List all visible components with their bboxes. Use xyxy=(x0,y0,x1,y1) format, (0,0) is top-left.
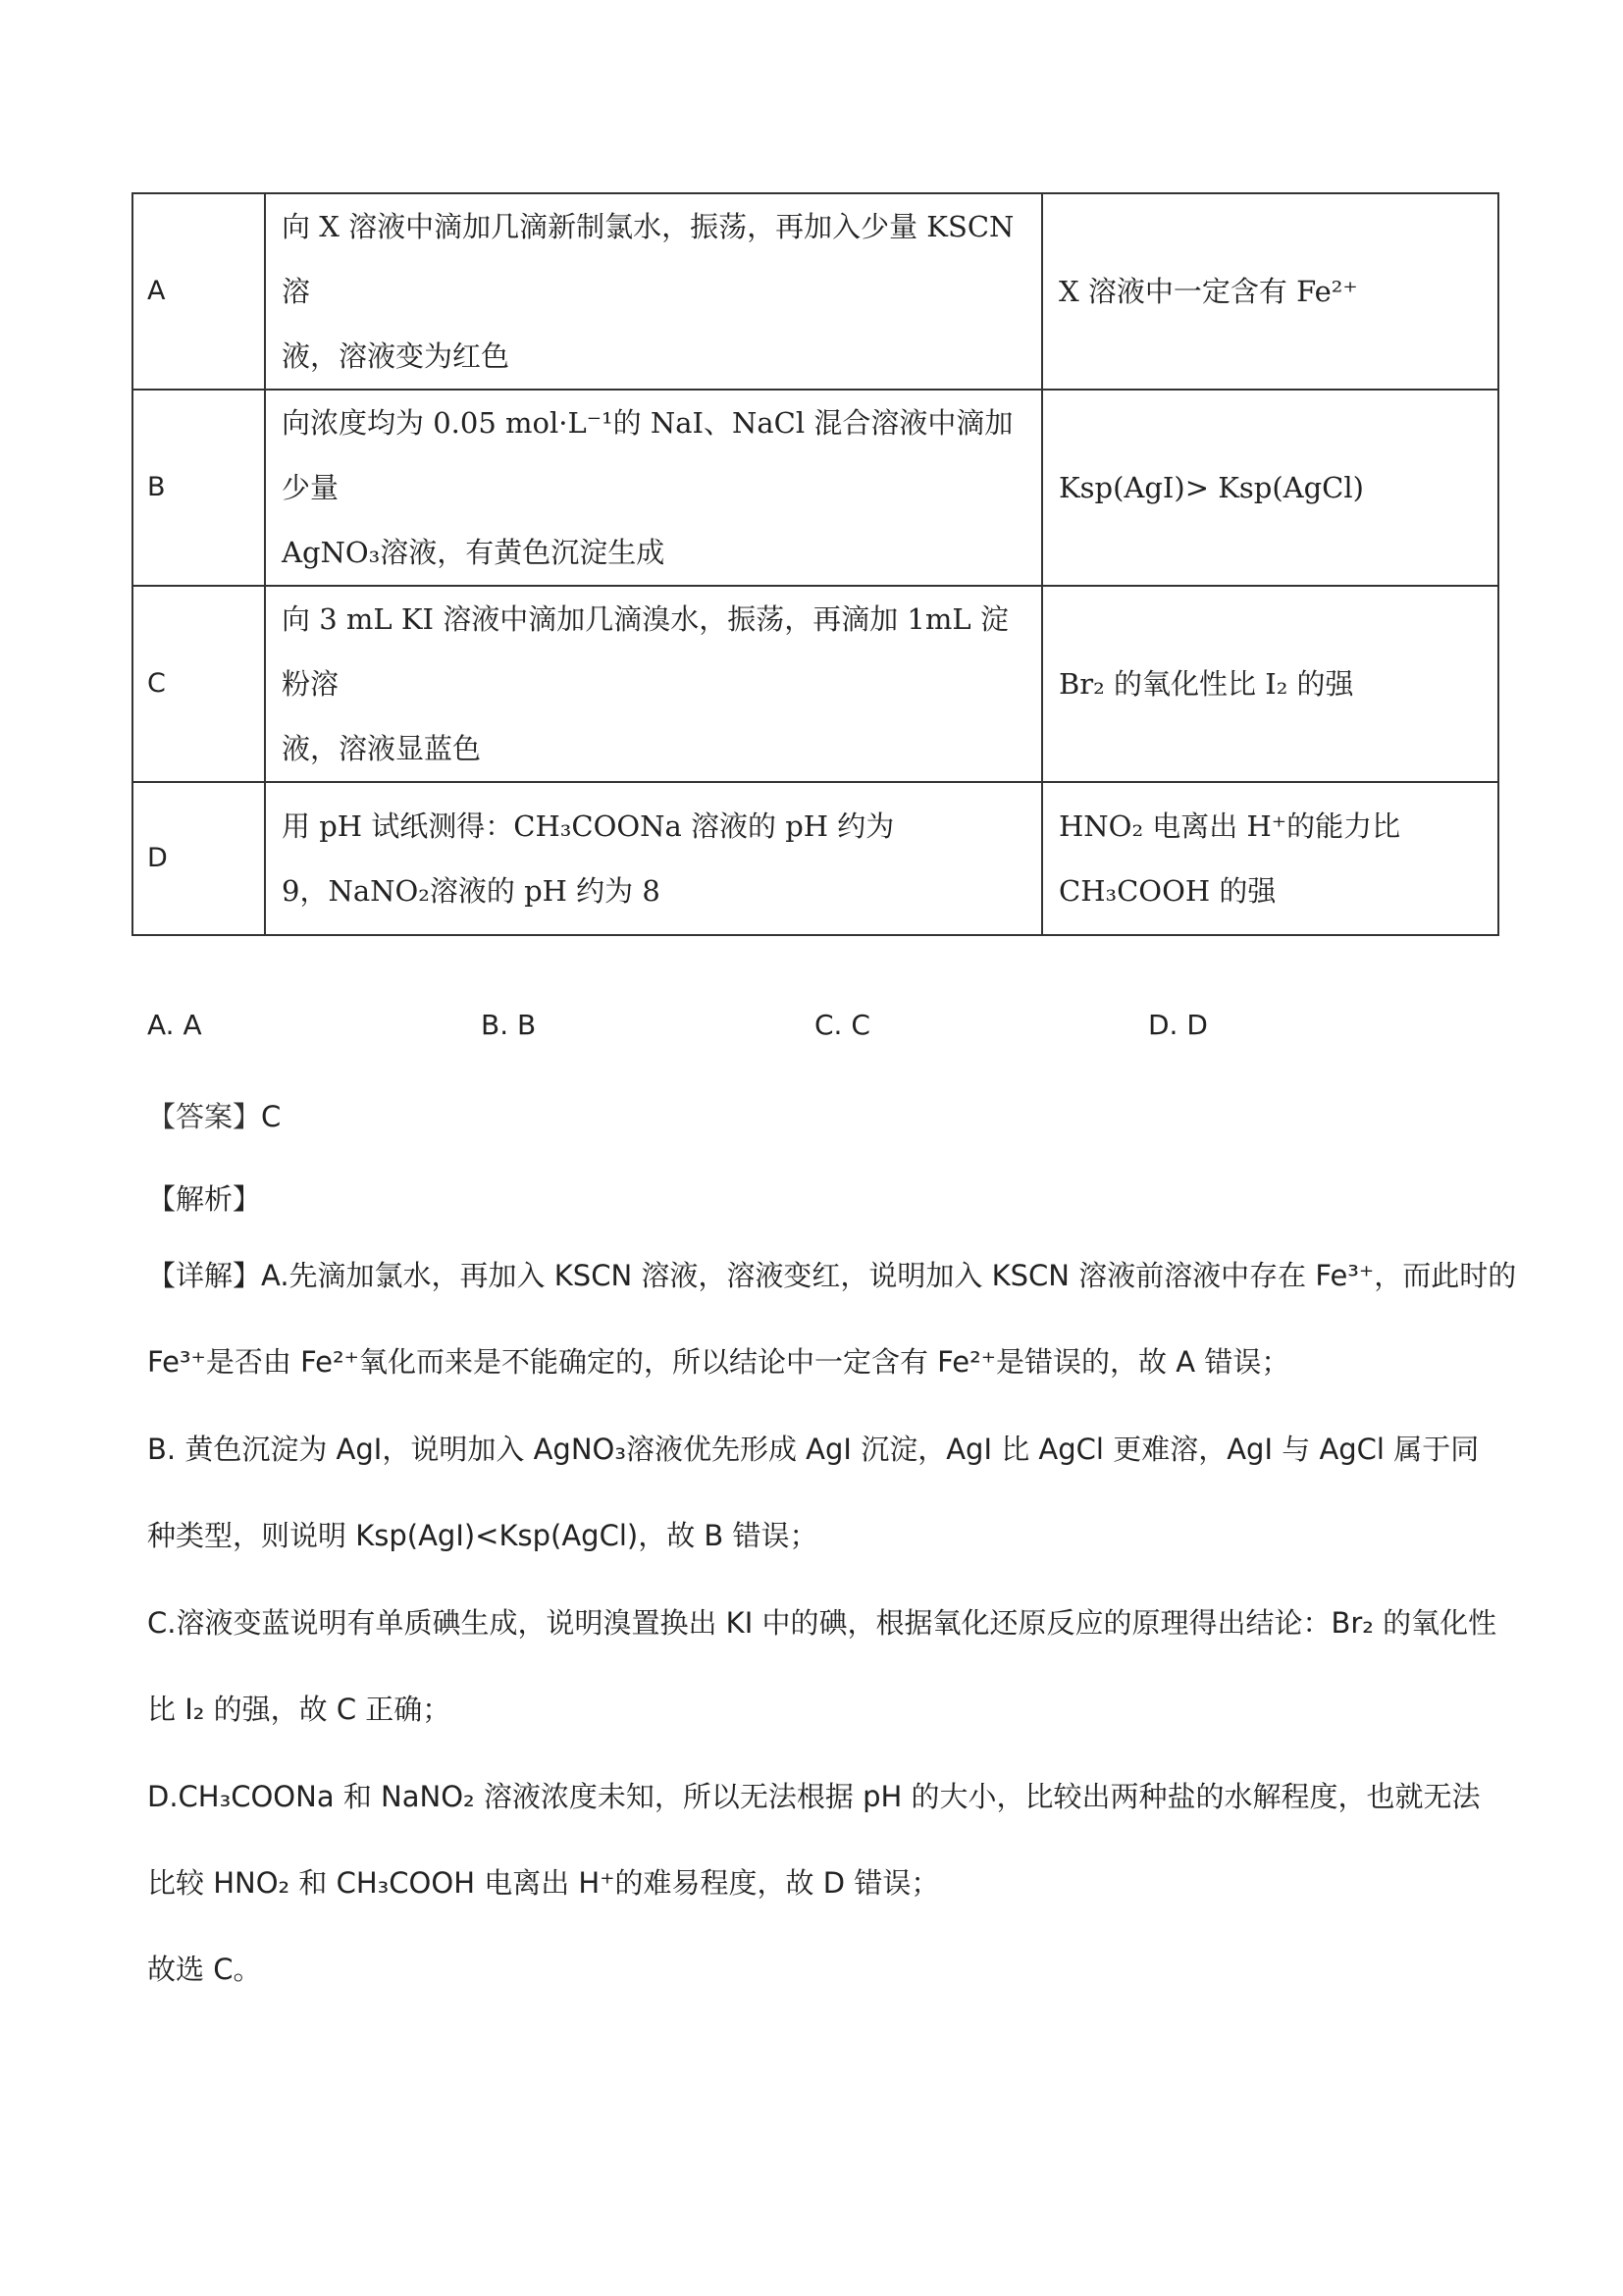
operation-line: 用 pH 试纸测得：CH₃COONa 溶液的 pH 约为 xyxy=(282,809,895,843)
detail-line: C.溶液变蓝说明有单质碘生成，说明溴置换出 KI 中的碘，根据氧化还原反应的原理得出结论：Br₂ 的氧化性 xyxy=(147,1606,1497,1640)
table-row xyxy=(132,390,1498,586)
option-a: A. A xyxy=(147,1009,202,1041)
analysis-tag: 【解析】 xyxy=(147,1182,262,1216)
detail-line: 种类型，则说明 Ksp(AgI)<Ksp(AgCl)，故 B 错误； xyxy=(147,1519,818,1552)
detail-line: 比较 HNO₂ 和 CH₃COOH 电离出 H⁺的难易程度，故 D 错误； xyxy=(147,1866,940,1900)
detail-line: D.CH₃COONa 和 NaNO₂ 溶液浓度未知，所以无法根据 pH 的大小，比较出两种盐的水解程度，也就无法 xyxy=(147,1780,1481,1813)
answer-tag: 【答案】 xyxy=(147,1100,262,1133)
table-row xyxy=(132,586,1498,782)
row-label: B xyxy=(132,390,265,586)
operation-line: AgNO₃溶液，有黄色沉淀生成 xyxy=(282,536,665,569)
detail-line: B. 黄色沉淀为 AgI，说明加入 AgNO₃溶液优先形成 AgI 沉淀，AgI 比 AgCl 更难溶，AgI 与 AgCl 属于同 xyxy=(147,1433,1480,1466)
table-row xyxy=(132,782,1498,935)
answer-line xyxy=(147,1095,1492,1135)
row-label: A xyxy=(132,193,265,390)
row-label: D xyxy=(132,782,265,935)
experiment-table xyxy=(131,192,1499,936)
option-c: C. C xyxy=(814,1009,870,1041)
conclusion-line: CH₃COOH 的强 xyxy=(1059,874,1277,908)
option-d: D. D xyxy=(1148,1009,1208,1041)
operation-line: 液，溶液显蓝色 xyxy=(282,732,482,765)
operation-line: 向浓度均为 0.05 mol·L⁻¹的 NaI、NaCl 混合溶液中滴加少量 xyxy=(282,406,1014,504)
operation-line: 向 3 mL KI 溶液中滴加几滴溴水，振荡，再滴加 1mL 淀粉溶 xyxy=(282,602,1009,701)
table-row xyxy=(132,193,1498,390)
operation-line: 向 X 溶液中滴加几滴新制氯水，振荡，再加入少量 KSCN 溶 xyxy=(282,210,1015,308)
detail-line: 故选 C。 xyxy=(147,1953,262,1986)
operation-line: 液，溶液变为红色 xyxy=(282,339,510,373)
conclusion-line: Br₂ 的氧化性比 I₂ 的强 xyxy=(1059,667,1354,701)
option-b: B. B xyxy=(481,1009,537,1041)
row-label: C xyxy=(132,586,265,782)
operation-line: 9，NaNO₂溶液的 pH 约为 8 xyxy=(282,874,660,908)
conclusion-cell xyxy=(1042,782,1498,935)
conclusion-cell xyxy=(1042,193,1498,390)
conclusion-line: HNO₂ 电离出 H⁺的能力比 xyxy=(1059,809,1401,843)
detail-line: Fe³⁺是否由 Fe²⁺氧化而来是不能确定的，所以结论中一定含有 Fe²⁺是错误的，故 A 错误； xyxy=(147,1345,1290,1379)
operation-cell xyxy=(265,390,1042,586)
detail-line: 比 I₂ 的强，故 C 正确； xyxy=(147,1693,451,1726)
operation-cell xyxy=(265,586,1042,782)
answer-value: C xyxy=(261,1100,282,1133)
operation-cell xyxy=(265,782,1042,935)
conclusion-line: Ksp(AgI)> Ksp(AgCl) xyxy=(1059,471,1364,504)
conclusion-line: X 溶液中一定含有 Fe²⁺ xyxy=(1059,275,1358,308)
detail-line: 【详解】A.先滴加氯水，再加入 KSCN 溶液，溶液变红，说明加入 KSCN 溶液前溶液中存在 Fe³⁺，而此时的 xyxy=(147,1259,1517,1292)
conclusion-cell xyxy=(1042,586,1498,782)
conclusion-cell xyxy=(1042,390,1498,586)
operation-cell xyxy=(265,193,1042,390)
